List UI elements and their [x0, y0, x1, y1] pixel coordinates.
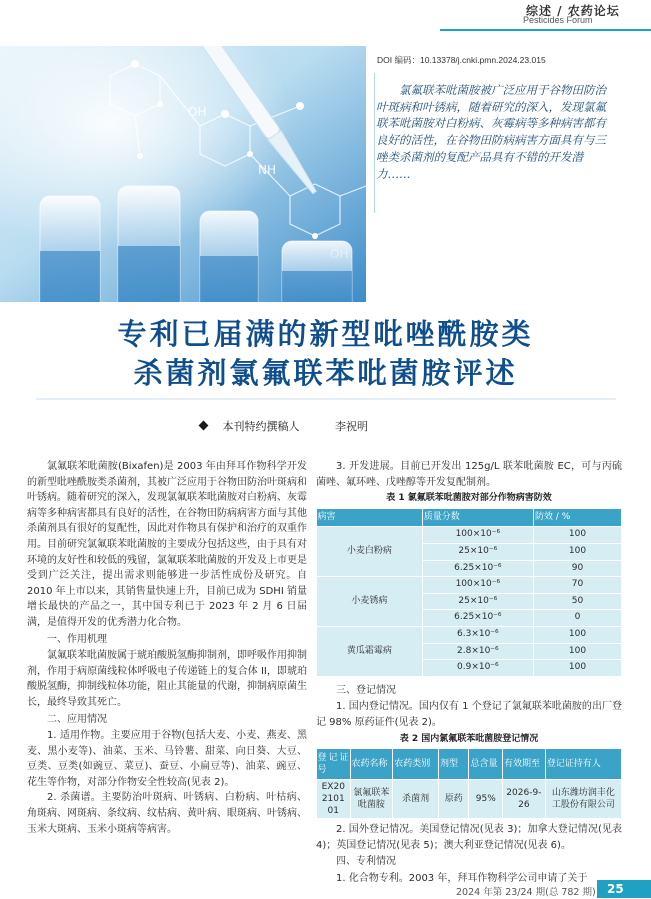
section-heading: 三、登记情况: [336, 684, 396, 696]
left-column: [27, 459, 307, 837]
header-rule: [440, 29, 651, 31]
table-cell: 100×10⁻⁶: [422, 577, 533, 594]
table-cell: 95%: [469, 780, 503, 819]
article-title-line1: 专利已届满的新型吡唑酰胺类: [117, 317, 534, 351]
right-column: [316, 459, 622, 886]
svg-text:NH: NH: [258, 163, 276, 177]
abstract: 氯氟联苯吡菌胺被广泛应用于谷物田防治叶斑病和叶锈病，随着研究的深入，发现氯氟联苯吡菌胺对白粉病、灰霉病等多种病害都有良好的活性，在谷物田防病病害方面具有与三唑类杀菌剂的复配产品具有不错的开发潜力……: [376, 83, 606, 181]
paragraph: 1. 适用作物。主要应用于谷物(包括大麦、小麦、燕麦、黑麦、黑小麦等)、油菜、玉米、马铃薯、甜菜、向日葵、大豆、豆类、豆类(如豌豆、菜豆)、蚕豆、小扁豆等)、油菜、豌豆、花生等作物，对部分作物安全性较高(见表 2)。: [27, 730, 307, 788]
title-underline: [36, 398, 616, 400]
abstract-divider: [374, 73, 375, 213]
paragraph: 氯氟联苯吡菌胺属于琥珀酸脱氢酶抑制剂，即呼吸作用抑制剂，作用于病原菌线粒体呼吸电子传递链上的复合体 II，即琥珀酸脱氢酶，抑制线粒体功能，阻止其能量的代谢，抑制病原菌生长，最终导致其死亡。: [27, 650, 307, 708]
paragraph: 2. 杀菌谱。主要防治叶斑病、叶锈病、白粉病、叶枯病、角斑病、网斑病、条纹病、纹枯病、黄叶病、眼斑病、叶锈病、玉米大斑病、玉米小斑病等病害。: [27, 792, 307, 835]
table-header: 登记证号: [317, 749, 351, 780]
table-row: [317, 626, 622, 643]
table-header: 有效期至: [503, 749, 546, 780]
table-cell: 90: [533, 560, 621, 577]
lab-illustration: [0, 46, 366, 302]
hero-image: [0, 46, 366, 302]
table-cell: 小麦白粉病: [317, 527, 423, 577]
section-subtitle: Pesticides Forum: [523, 15, 593, 25]
table-cell: 25×10⁻⁶: [422, 543, 533, 560]
section-heading: 四、专利情况: [336, 856, 396, 868]
table-cell: 100: [533, 527, 621, 544]
table-cell: 2.8×10⁻⁶: [422, 643, 533, 660]
table-header: 剂型: [438, 749, 469, 780]
registration-table: [316, 749, 622, 819]
table-cell: 杀菌剂: [393, 780, 439, 819]
table-row: [317, 577, 622, 594]
author-name: 李祝明: [335, 420, 368, 433]
efficacy-table: [316, 509, 622, 677]
intro-paragraph: 氯氟联苯吡菌胺(Bixafen)是 2003 年由拜耳作物科学开发的新型吡唑酰胺类杀菌剂，其被广泛应用于谷物田防治叶斑病和叶锈病。随着研究的深入，发现氯氟联苯吡菌胺对白粉病、灰霉病等多种病害都具有良好的活性，在谷物田防病病害方面与其他杀菌剂具有很好的复配性，因此对作物具有保护和治疗的双重作用。目前研究氯氟联苯吡菌胺的主要成分包括这些，由于具有对环境的友好性和较低的残留，氯氟联苯吡菌胺的开发及上市更是受到广泛关注，提出需求则能够进一步活性成份及研究。自 2010 年上市以来，其销售量快速上升，目前已成为 SDHI 销量增长最快的产品之一，其中国专利已于 2023 年 2 月 6 日届满，是值得开发的优秀潜力化合物。: [27, 461, 307, 628]
table-cell: 100: [533, 643, 621, 660]
section-heading: 一、作用机理: [47, 633, 107, 645]
table-cell: 2026-9-26: [503, 780, 546, 819]
table-cell: 25×10⁻⁶: [422, 593, 533, 610]
diamond-icon: [199, 421, 209, 431]
author-role: 本刊特约撰稿人: [222, 420, 300, 433]
table-header: 病害: [317, 509, 423, 527]
table-row: [317, 780, 622, 819]
paragraph: 1. 化合物专利。2003 年，拜耳作物科学公司申请了关于: [336, 872, 588, 884]
doi-text: DOI 编码：10.13378/j.cnki.pmn.2024.23.015: [377, 55, 546, 65]
table-cell: 0.9×10⁻⁶: [422, 660, 533, 677]
paragraph: 1. 国内登记情况。国内仅有 1 个登记了氯氟联苯吡菌胺的出厂登记 98% 原药证件(见表 2)。: [316, 701, 622, 728]
table-caption: 表 1 氯氟联苯吡菌胺对部分作物病害防效: [386, 493, 552, 504]
paragraph: 2. 国外登记情况。美国登记情况(见表 3)；加拿大登记情况(见表 4)；英国登记情况(见表 5)；澳大利亚登记情况(见表 6)。: [316, 824, 622, 851]
table-header: 登记证持有人: [545, 749, 621, 780]
table-cell: 黄瓜霜霉病: [317, 626, 423, 676]
table-cell: 0: [533, 610, 621, 627]
issue-info: 2024 年第 23/24 期(总 782 期): [456, 887, 596, 898]
table-cell: 6.25×10⁻⁶: [422, 560, 533, 577]
table-header: 防效 / %: [533, 509, 621, 527]
svg-text:OH: OH: [188, 105, 207, 119]
table-cell: 6.25×10⁻⁶: [422, 610, 533, 627]
section-heading: 二、应用情况: [47, 713, 107, 725]
table-header: 总含量: [469, 749, 503, 780]
table-cell: 100: [533, 543, 621, 560]
table-cell: 山东潍坊润丰化工股份有限公司: [545, 780, 621, 819]
table-cell: 原药: [438, 780, 469, 819]
article-title-line2: 杀菌剂氯氟联苯吡菌胺评述: [133, 356, 518, 390]
table-cell: 100×10⁻⁶: [422, 527, 533, 544]
table-header: 质量分数: [422, 509, 533, 527]
table-cell: 100: [533, 626, 621, 643]
paragraph: 3. 开发进展。目前已开发出 125g/L 联苯吡菌胺 EC，可与丙硫菌唑、氟环唑、戊唑醇等开发复配制剂。: [316, 461, 622, 488]
table-row: [317, 527, 622, 544]
table-caption: 表 2 国内氯氟联苯吡菌胺登记情况: [399, 733, 539, 744]
table-header: 农药名称: [350, 749, 393, 780]
table-cell: 小麦锈病: [317, 577, 423, 627]
section-title: 综述 / 农药论坛: [526, 4, 620, 18]
page-number: 25: [597, 880, 651, 898]
table-cell: 70: [533, 577, 621, 594]
table-cell: 6.3×10⁻⁶: [422, 626, 533, 643]
table-cell: 氯氟联苯吡菌胺: [350, 780, 393, 819]
table-cell: 50: [533, 593, 621, 610]
byline: [200, 418, 368, 434]
table-cell: 100: [533, 660, 621, 677]
table-cell: EX20210101: [317, 780, 351, 819]
table-header: 农药类别: [393, 749, 439, 780]
